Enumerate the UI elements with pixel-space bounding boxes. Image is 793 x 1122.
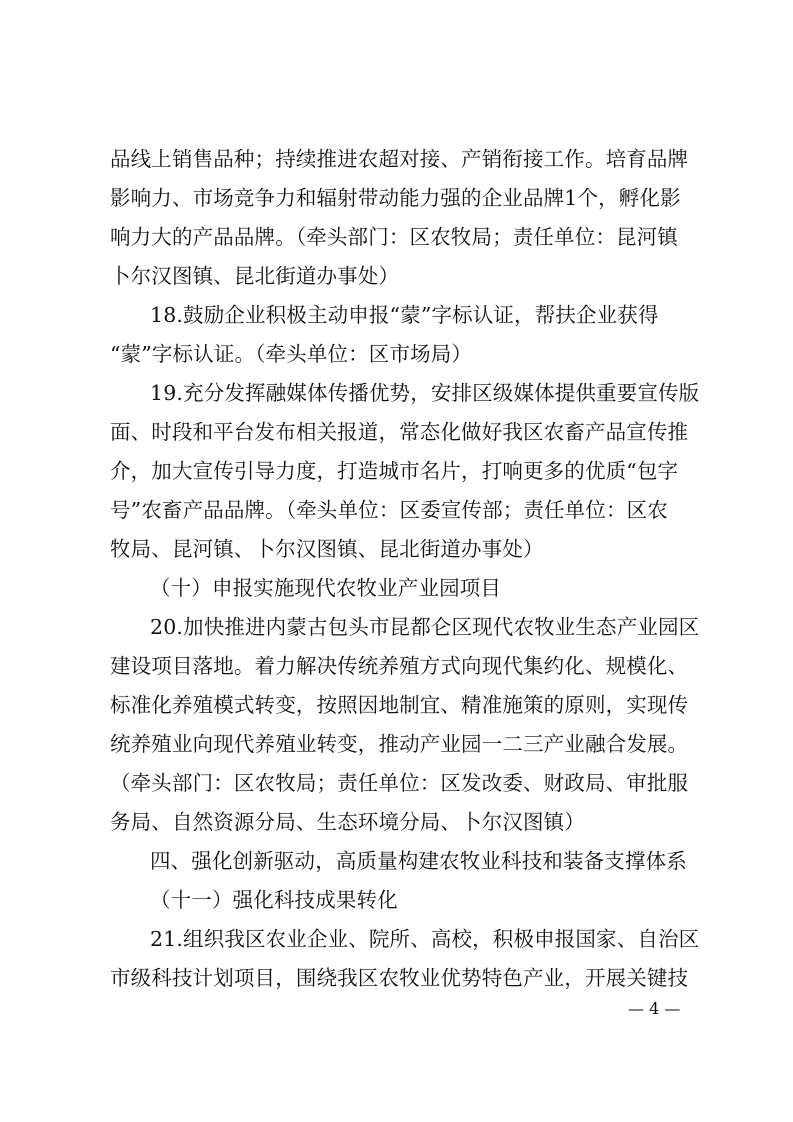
paragraph-line: 市级科技计划项目，围绕我区农牧业优势特色产业，开展关键技 xyxy=(110,966,689,990)
paragraph-line: 影响力、市场竞争力和辐射带动能力强的企业品牌1个，孵化影 xyxy=(110,186,681,210)
paragraph-line: 20.加快推进内蒙古包头市昆都仑区现代农牧业生态产业园区 xyxy=(150,615,700,639)
paragraph-line: 务局、自然资源分局、生态环境分局、卜尔汉图镇） xyxy=(110,810,585,834)
paragraph-line: 卜尔汉图镇、昆北街道办事处） xyxy=(110,264,400,288)
paragraph-line: 建设项目落地。着力解决传统养殖方式向现代集约化、规模化、 xyxy=(110,654,689,678)
paragraph-line: 19.充分发挥融媒体传播优势，安排区级媒体提供重要宣传版 xyxy=(150,381,700,405)
paragraph-line: 响力大的产品品牌。（牵头部门：区农牧局；责任单位：昆河镇 xyxy=(110,225,678,249)
paragraph-line: 面、时段和平台发布相关报道，常态化做好我区农畜产品宣传推 xyxy=(110,420,689,444)
paragraph-line: 标准化养殖模式转变，按照因地制宜、精准施策的原则，实现传 xyxy=(110,693,689,717)
paragraph-line: 18.鼓励企业积极主动申报“蒙”字标认证，帮扶企业获得 xyxy=(150,303,659,327)
section-heading: （十）申报实施现代农牧业产业园项目 xyxy=(150,576,502,600)
paragraph-line: 品线上销售品种；持续推进农超对接、产销衔接工作。培育品牌 xyxy=(110,147,689,171)
subsection-heading: （十一）强化科技成果转化 xyxy=(150,888,398,912)
paragraph-line: 号”农畜产品品牌。（牵头单位：区委宣传部；责任单位：区农 xyxy=(110,498,668,522)
paragraph-line: 21.组织我区农业企业、院所、高校，积极申报国家、自治区 xyxy=(150,927,700,951)
paragraph-line: 统养殖业向现代养殖业转变，推动产业园一二三产业融合发展。 xyxy=(110,732,689,756)
page-number: — 4 — xyxy=(628,999,681,1018)
paragraph-line: （牵头部门：区农牧局；责任单位：区发改委、财政局、审批服 xyxy=(110,771,689,795)
paragraph-line: 介，加大宣传引导力度，打造城市名片，打响更多的优质“包字 xyxy=(110,459,679,483)
paragraph-line: 牧局、昆河镇、卜尔汉图镇、昆北街道办事处） xyxy=(110,537,544,561)
section-heading: 四、强化创新驱动，高质量构建农牧业科技和装备支撑体系 xyxy=(150,849,687,873)
paragraph-line: “蒙”字标认证。（牵头单位：区市场局） xyxy=(110,342,473,366)
